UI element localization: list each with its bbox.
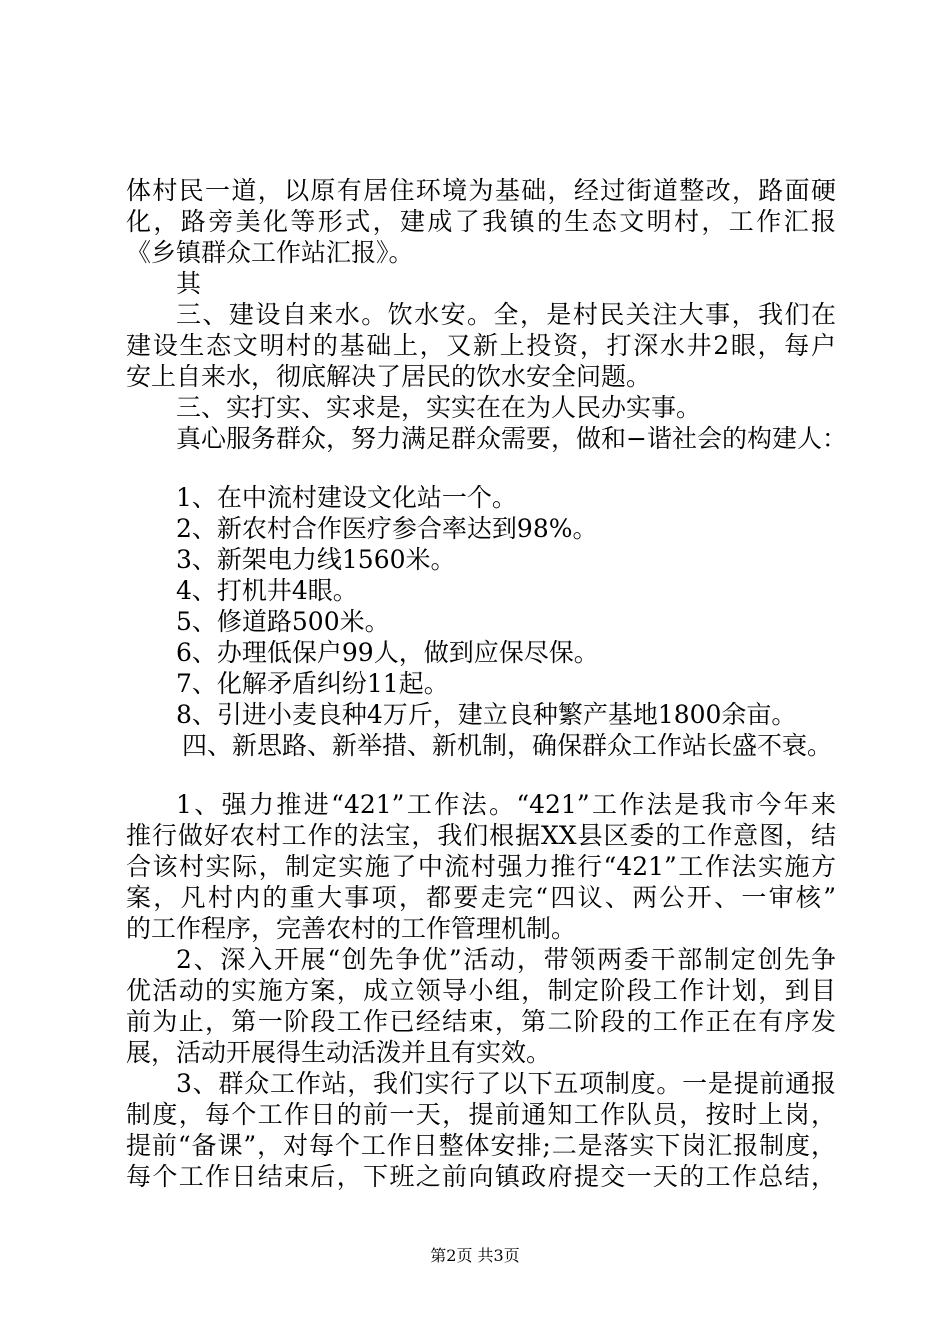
body-text-line: 《乡镇群众工作站汇报》。 bbox=[126, 238, 414, 267]
page-footer: 第2页 共3页 bbox=[430, 1246, 520, 1265]
section-heading: 四、新思路、新举措、新机制，确保群众工作站长盛不衰。 bbox=[182, 731, 833, 760]
body-text-line: 化，路旁美化等形式，建成了我镇的生态文明村，工作汇报 bbox=[126, 207, 836, 236]
list-item: 2、新农村合作医疗参合率达到98%。 bbox=[176, 514, 598, 543]
body-text-line: 三、建设自来水。饮水安。全，是村民关注大事，我们在 bbox=[176, 300, 836, 329]
body-text-line: 真心服务群众，努力满足群众需要，做和−谐社会的构建人： bbox=[176, 424, 847, 453]
body-text-line: 三、实打实、实求是，实实在在为人民办实事。 bbox=[176, 393, 702, 422]
body-text-line: 2、深入开展“创先争优”活动，带领两委干部制定创先争 bbox=[176, 945, 836, 974]
body-text-line: 每个工作日结束后，下班之前向镇政府提交一天的工作总结， bbox=[126, 1162, 836, 1191]
list-item: 1、在中流村建设文化站一个。 bbox=[176, 483, 517, 512]
list-item: 3、新架电力线1560米。 bbox=[176, 545, 456, 574]
body-text-line: 1、强力推进“421”工作法。“421”工作法是我市今年来 bbox=[176, 790, 836, 819]
body-text-line: 展，活动开展得生动活泼并且有实效。 bbox=[126, 1038, 552, 1067]
body-text-line: 优活动的实施方案，成立领导小组，制定阶段工作计划，到目 bbox=[126, 976, 836, 1005]
body-text-line: 建设生态文明村的基础上，又新上投资，打深水井2眼，每户 bbox=[126, 331, 836, 360]
list-item: 4、打机井4眼。 bbox=[176, 576, 358, 605]
body-text-line: 的工作程序，完善农村的工作管理机制。 bbox=[126, 914, 577, 943]
list-item: 5、修道路500米。 bbox=[176, 607, 390, 636]
body-text-line: 安上自来水，彻底解决了居民的饮水安全问题。 bbox=[126, 362, 652, 391]
body-text-line: 体村民一道，以原有居住环境为基础，经过街道整改，路面硬 bbox=[126, 176, 836, 205]
list-item: 7、化解矛盾纠纷11起。 bbox=[176, 669, 449, 698]
body-text-line: 案，凡村内的重大事项，都要走完“四议、两公开、一审核” bbox=[126, 883, 836, 912]
body-text-line: 3、群众工作站，我们实行了以下五项制度。一是提前通报 bbox=[176, 1069, 836, 1098]
body-text-line: 提前“备课”，对每个工作日整体安排;二是落实下岗汇报制度， bbox=[126, 1131, 836, 1160]
body-text-line: 其 bbox=[176, 269, 202, 298]
body-text-line: 推行做好农村工作的法宝，我们根据XX县区委的工作意图，结 bbox=[126, 821, 836, 850]
body-text-line: 合该村实际，制定实施了中流村强力推行“421”工作法实施方 bbox=[126, 852, 836, 881]
list-item: 6、办理低保户99人，做到应保尽保。 bbox=[176, 638, 599, 667]
body-text-line: 前为止，第一阶段工作已经结束，第二阶段的工作正在有序发 bbox=[126, 1007, 836, 1036]
body-text-line: 制度，每个工作日的前一天，提前通知工作队员，按时上岗， bbox=[126, 1100, 836, 1129]
list-item: 8、引进小麦良种4万斤，建立良种繁产基地1800余亩。 bbox=[176, 700, 797, 729]
